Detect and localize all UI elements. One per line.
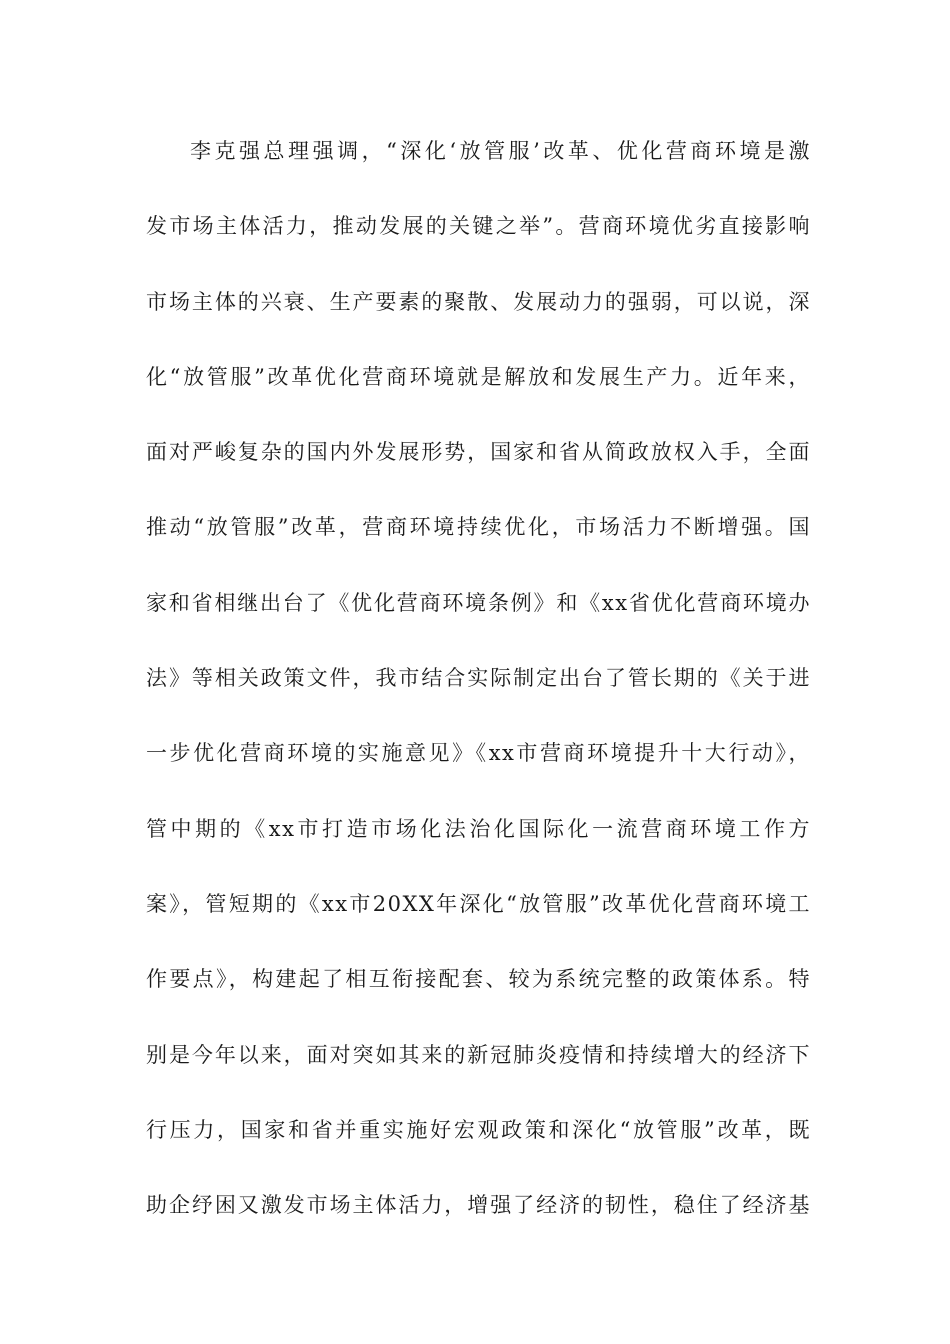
paragraph-line: 面对严峻复杂的国内外发展形势，国家和省从简政放权入手，全面	[146, 440, 811, 465]
paragraph-line: 家和省相继出台了《优化营商环境条例》和《xx省优化营商环境办	[146, 590, 811, 615]
paragraph-line: 李克强总理强调，“深化‘放管服’改革、优化营商环境是激	[190, 139, 811, 163]
paragraph-line: 案》，管短期的《xx市20XX年深化“放管服”改革优化营商环境工	[146, 891, 811, 916]
paragraph-line: 化“放管服”改革优化营商环境就是解放和发展生产力。近年来，	[146, 364, 811, 389]
body-paragraph	[146, 126, 811, 1255]
paragraph-line: 发市场主体活力，推动发展的关键之举”。营商环境优劣直接影响	[146, 214, 811, 239]
paragraph-line: 一步优化营商环境的实施意见》《xx市营商环境提升十大行动》，	[146, 741, 811, 766]
paragraph-line: 市场主体的兴衰、生产要素的聚散、发展动力的强弱，可以说，深	[146, 289, 811, 314]
paragraph-line: 助企纾困又激发市场主体活力，增强了经济的韧性，稳住了经济基	[146, 1193, 811, 1218]
paragraph-line: 法》等相关政策文件，我市结合实际制定出台了管长期的《关于进	[146, 666, 811, 691]
paragraph-line: 作要点》，构建起了相互衔接配套、较为系统完整的政策体系。特	[146, 967, 811, 992]
paragraph-line: 别是今年以来，面对突如其来的新冠肺炎疫情和持续增大的经济下	[146, 1042, 811, 1067]
paragraph-line: 行压力，国家和省并重实施好宏观政策和深化“放管服”改革，既	[146, 1117, 811, 1142]
paragraph-line: 管中期的《xx市打造市场化法治化国际化一流营商环境工作方	[146, 816, 811, 841]
paragraph-line: 推动“放管服”改革，营商环境持续优化，市场活力不断增强。国	[146, 515, 811, 540]
